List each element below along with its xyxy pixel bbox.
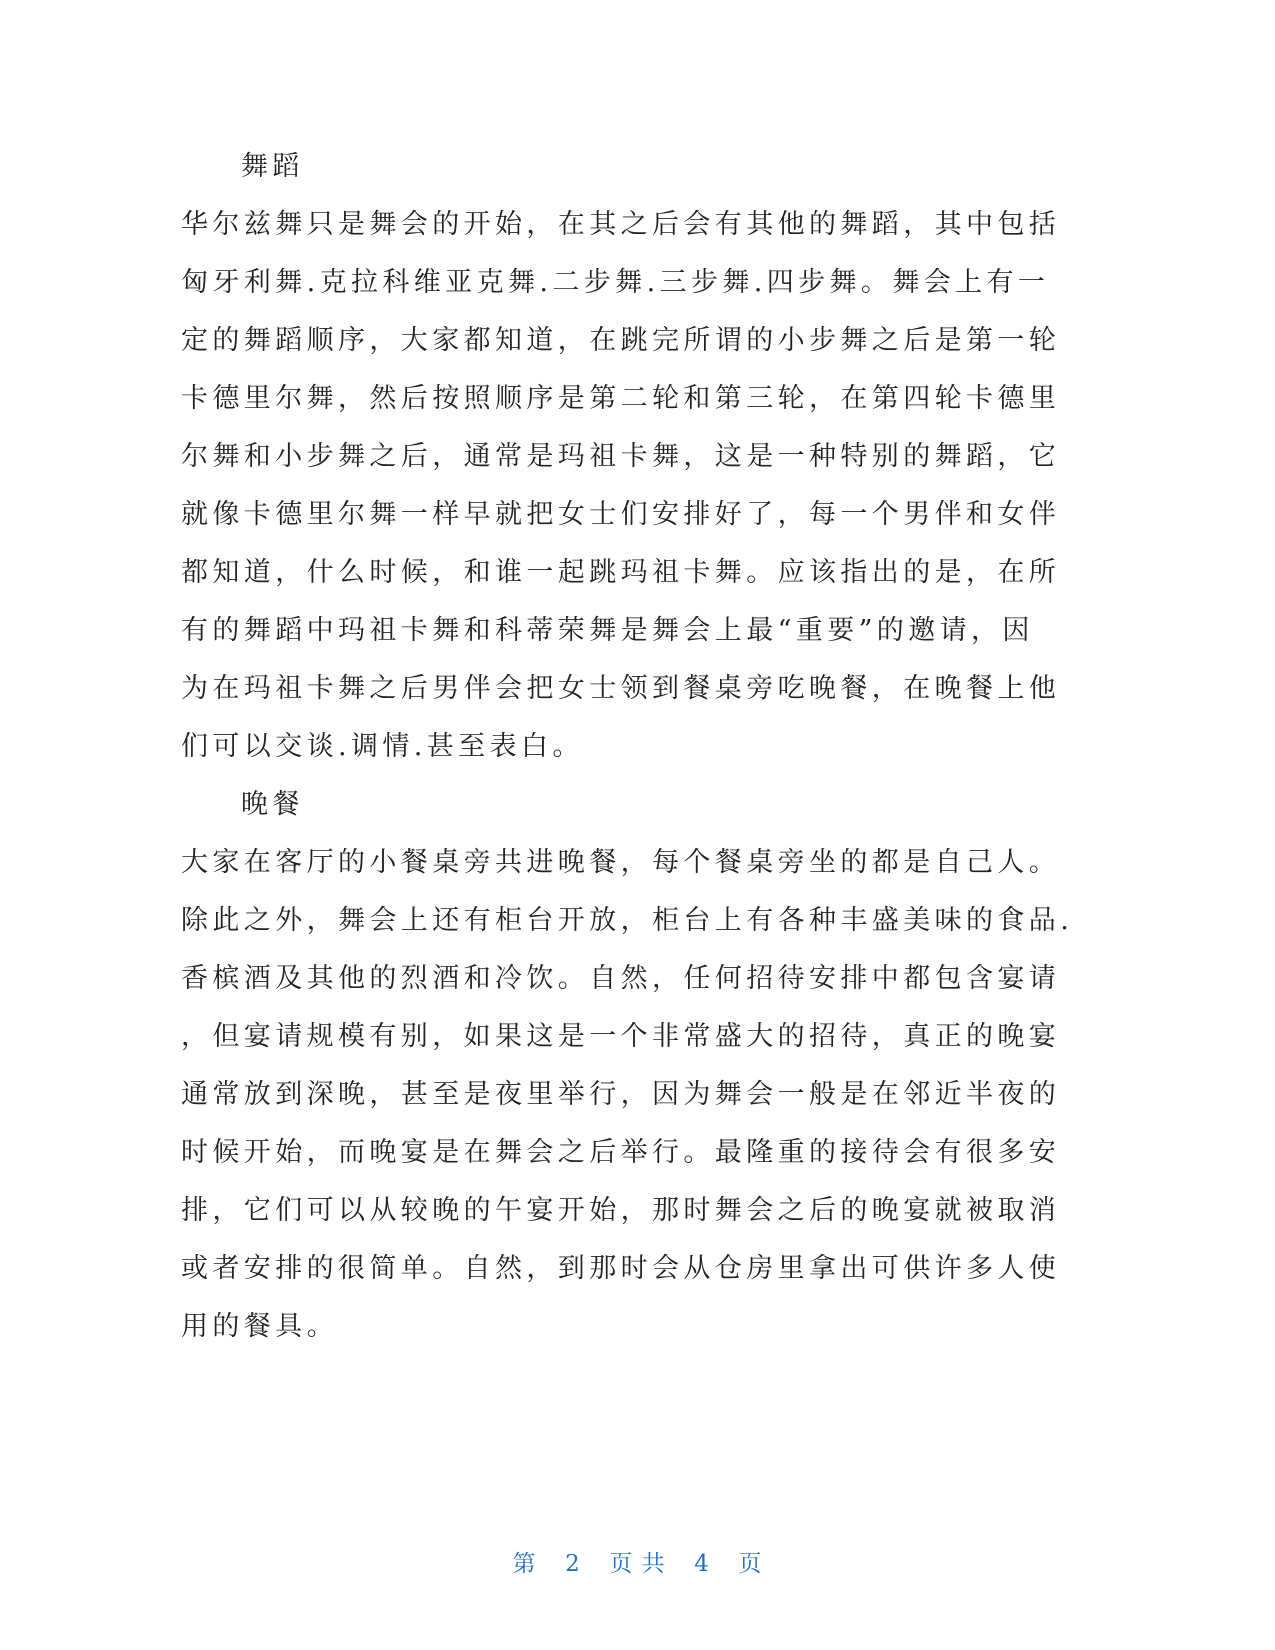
footer-prefix: 第 [512, 1551, 537, 1577]
paragraph-line: 用的餐具。 [181, 1311, 338, 1342]
footer-suffix: 页 [738, 1551, 763, 1577]
footer-middle: 页 共 [609, 1551, 666, 1577]
paragraph-line: 除此之外，舞会上还有柜台开放，柜台上有各种丰盛美味的食品. [181, 905, 1074, 936]
section-heading-dinner: 晚餐 [241, 789, 304, 820]
paragraph-line: 排，它们可以从较晚的午宴开始，那时舞会之后的晚宴就被取消 [181, 1195, 1061, 1226]
paragraph-line: 都知道，什么时候，和谁一起跳玛祖卡舞。应该指出的是，在所 [181, 557, 1061, 588]
footer-current-page: 2 [565, 1551, 581, 1577]
paragraph-line: 有的舞蹈中玛祖卡舞和科蒂荣舞是舞会上最“重要”的邀请，因 [181, 615, 1034, 646]
page-content [181, 138, 1074, 1356]
paragraph-line: 通常放到深晚，甚至是夜里举行，因为舞会一般是在邻近半夜的 [181, 1079, 1061, 1110]
paragraph-line: 香槟酒及其他的烈酒和冷饮。自然，任何招待安排中都包含宴请 [181, 963, 1061, 994]
paragraph-line: 卡德里尔舞，然后按照顺序是第二轮和第三轮，在第四轮卡德里 [181, 383, 1061, 414]
paragraph-line: 为在玛祖卡舞之后男伴会把女士领到餐桌旁吃晚餐，在晚餐上他 [181, 673, 1061, 704]
paragraph-line: 就像卡德里尔舞一样早就把女士们安排好了，每一个男伴和女伴 [181, 499, 1061, 530]
paragraph-line: 定的舞蹈顺序，大家都知道，在跳完所谓的小步舞之后是第一轮 [181, 325, 1061, 356]
section-heading-dance: 舞蹈 [241, 151, 304, 182]
paragraph-line: 时候开始，而晚宴是在舞会之后举行。最隆重的接待会有很多安 [181, 1137, 1061, 1168]
paragraph-line: 或者安排的很简单。自然，到那时会从仓房里拿出可供许多人使 [181, 1253, 1061, 1284]
page-footer [0, 1545, 1275, 1578]
paragraph-line: 大家在客厅的小餐桌旁共进晚餐，每个餐桌旁坐的都是自己人。 [181, 847, 1061, 878]
paragraph-line: 匈牙利舞.克拉科维亚克舞.二步舞.三步舞.四步舞。舞会上有一 [181, 267, 1050, 298]
footer-total-pages: 4 [694, 1551, 710, 1577]
paragraph-line: 们可以交谈.调情.甚至表白。 [181, 731, 584, 762]
paragraph-line: ，但宴请规模有别，如果这是一个非常盛大的招待，真正的晚宴 [181, 1021, 1061, 1052]
paragraph-line: 尔舞和小步舞之后，通常是玛祖卡舞，这是一种特别的舞蹈，它 [181, 441, 1061, 472]
paragraph-line: 华尔兹舞只是舞会的开始，在其之后会有其他的舞蹈，其中包括 [181, 209, 1061, 240]
